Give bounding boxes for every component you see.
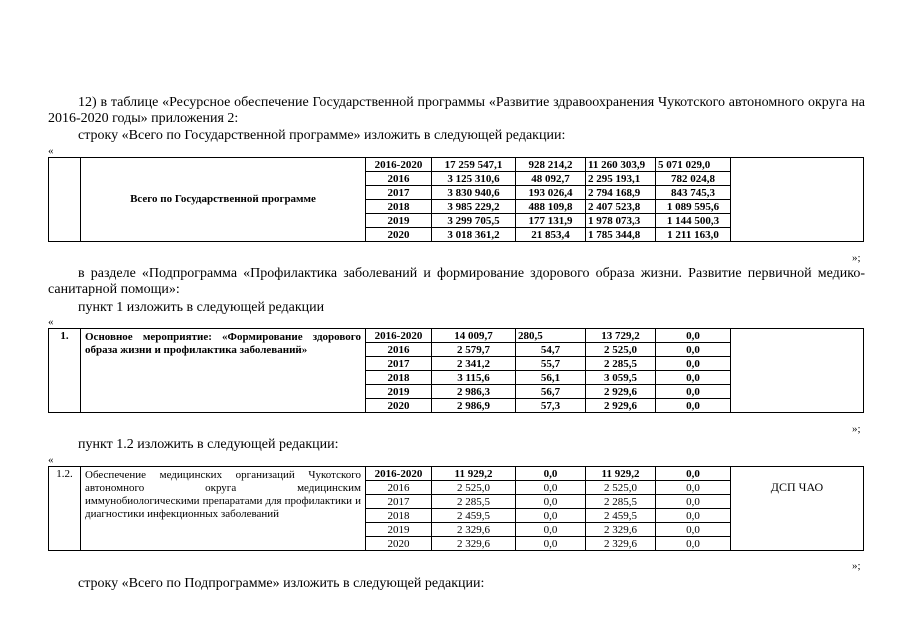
value-cell: 11 929,2 bbox=[586, 467, 656, 481]
total-cell: 2 986,9 bbox=[432, 399, 516, 413]
value-cell: 782 024,8 bbox=[656, 172, 731, 186]
value-cell: 0,0 bbox=[656, 495, 731, 509]
total-cell: 2 285,5 bbox=[432, 495, 516, 509]
value-cell: 5 071 029,0 bbox=[656, 158, 731, 172]
year-cell: 2019 bbox=[366, 385, 432, 399]
opening-quote: « bbox=[48, 454, 54, 466]
paragraph-table-intro bbox=[48, 95, 865, 127]
year-cell: 2020 bbox=[366, 228, 432, 242]
paragraph-line: медико-санитарной помощи»: bbox=[48, 266, 865, 297]
value-cell: 2 329,6 bbox=[586, 537, 656, 551]
value-cell: 0,0 bbox=[656, 523, 731, 537]
value-cell: 0,0 bbox=[656, 343, 731, 357]
total-cell: 14 009,7 bbox=[432, 329, 516, 343]
total-cell: 3 125 310,6 bbox=[432, 172, 516, 186]
total-cell: 2 525,0 bbox=[432, 481, 516, 495]
value-cell: 2 295 193,1 bbox=[586, 172, 656, 186]
total-cell: 17 259 547,1 bbox=[432, 158, 516, 172]
year-cell: 2019 bbox=[366, 523, 432, 537]
closing-quote: »; bbox=[852, 252, 861, 264]
item-number: 1. bbox=[49, 329, 81, 413]
value-cell: 21 853,4 bbox=[516, 228, 586, 242]
value-cell: 280,5 bbox=[516, 329, 586, 343]
closing-quote: »; bbox=[852, 560, 861, 572]
value-cell: 13 729,2 bbox=[586, 329, 656, 343]
paragraph-line: в разделе «Подпрограмма «Профилактика заболеваний и формирование здорового образа жизни. Развитие первичной bbox=[78, 266, 812, 281]
value-cell: 2 407 523,8 bbox=[586, 200, 656, 214]
value-cell: 2 929,6 bbox=[586, 399, 656, 413]
year-cell: 2016-2020 bbox=[366, 158, 432, 172]
value-cell: 1 978 073,3 bbox=[586, 214, 656, 228]
value-cell: 0,0 bbox=[516, 537, 586, 551]
value-cell: 1 089 595,6 bbox=[656, 200, 731, 214]
paragraph-item-1-instruction: пункт 1 изложить в следующей редакции bbox=[78, 300, 325, 315]
table-state-program-total bbox=[48, 157, 864, 242]
closing-quote: »; bbox=[852, 423, 861, 435]
year-cell: 2018 bbox=[366, 200, 432, 214]
total-cell: 3 115,6 bbox=[432, 371, 516, 385]
value-cell: 55,7 bbox=[516, 357, 586, 371]
executor-note: ДСП ЧАО bbox=[731, 467, 864, 551]
total-cell: 3 299 705,5 bbox=[432, 214, 516, 228]
paragraph-subprogram-section bbox=[48, 266, 865, 298]
total-cell: 2 986,3 bbox=[432, 385, 516, 399]
year-cell: 2017 bbox=[366, 357, 432, 371]
value-cell: 1 785 344,8 bbox=[586, 228, 656, 242]
value-cell: 3 059,5 bbox=[586, 371, 656, 385]
value-cell: 0,0 bbox=[656, 467, 731, 481]
value-cell: 0,0 bbox=[516, 523, 586, 537]
value-cell: 0,0 bbox=[516, 509, 586, 523]
value-cell: 54,7 bbox=[516, 343, 586, 357]
value-cell: 2 794 168,9 bbox=[586, 186, 656, 200]
value-cell: 0,0 bbox=[516, 495, 586, 509]
value-cell: 2 329,6 bbox=[586, 523, 656, 537]
value-cell: 2 459,5 bbox=[586, 509, 656, 523]
year-cell: 2018 bbox=[366, 509, 432, 523]
value-cell: 56,1 bbox=[516, 371, 586, 385]
table-item-1 bbox=[48, 328, 864, 413]
table-row-label: Всего по Государственной программе bbox=[81, 158, 366, 242]
value-cell: 843 745,3 bbox=[656, 186, 731, 200]
value-cell: 0,0 bbox=[516, 467, 586, 481]
value-cell: 1 144 500,3 bbox=[656, 214, 731, 228]
value-cell: 0,0 bbox=[656, 357, 731, 371]
value-cell: 0,0 bbox=[656, 329, 731, 343]
value-cell: 0,0 bbox=[656, 371, 731, 385]
paragraph-subprogram-total-instruction: строку «Всего по Подпрограмме» изложить в следующей редакции: bbox=[78, 576, 485, 591]
table-cell-blank bbox=[731, 158, 864, 242]
table-row bbox=[49, 329, 864, 343]
value-cell: 1 211 163,0 bbox=[656, 228, 731, 242]
paragraph-row-instruction: строку «Всего по Государственной программе» изложить в следующей редакции: bbox=[78, 128, 566, 143]
value-cell: 2 525,0 bbox=[586, 343, 656, 357]
year-cell: 2016 bbox=[366, 481, 432, 495]
value-cell: 2 285,5 bbox=[586, 357, 656, 371]
table-row-label: Обеспечение медицинских организаций Чукотского автономного округа медицинским иммунобиологическими препаратами для профилактики и диагностики инфекционных заболеваний bbox=[81, 467, 366, 551]
year-cell: 2016-2020 bbox=[366, 467, 432, 481]
table-item-1-2 bbox=[48, 466, 864, 551]
total-cell: 3 018 361,2 bbox=[432, 228, 516, 242]
value-cell: 0,0 bbox=[656, 385, 731, 399]
value-cell: 2 929,6 bbox=[586, 385, 656, 399]
value-cell: 2 285,5 bbox=[586, 495, 656, 509]
total-cell: 2 459,5 bbox=[432, 509, 516, 523]
paragraph-item-1-2-instruction: пункт 1.2 изложить в следующей редакции: bbox=[78, 437, 339, 452]
total-cell: 2 579,7 bbox=[432, 343, 516, 357]
total-cell: 11 929,2 bbox=[432, 467, 516, 481]
year-cell: 2017 bbox=[366, 186, 432, 200]
value-cell: 0,0 bbox=[656, 537, 731, 551]
value-cell: 11 260 303,9 bbox=[586, 158, 656, 172]
table-cell-blank bbox=[731, 329, 864, 413]
total-cell: 3 830 940,6 bbox=[432, 186, 516, 200]
value-cell: 177 131,9 bbox=[516, 214, 586, 228]
value-cell: 928 214,2 bbox=[516, 158, 586, 172]
value-cell: 0,0 bbox=[656, 509, 731, 523]
year-cell: 2018 bbox=[366, 371, 432, 385]
value-cell: 57,3 bbox=[516, 399, 586, 413]
value-cell: 0,0 bbox=[656, 481, 731, 495]
opening-quote: « bbox=[48, 145, 54, 157]
year-cell: 2019 bbox=[366, 214, 432, 228]
year-cell: 2020 bbox=[366, 537, 432, 551]
value-cell: 488 109,8 bbox=[516, 200, 586, 214]
paragraph-line: округа на 2016-2020 годы» приложения 2: bbox=[48, 95, 866, 126]
year-cell: 2017 bbox=[366, 495, 432, 509]
value-cell: 2 525,0 bbox=[586, 481, 656, 495]
table-row-label: Основное мероприятие: «Формирование здорового образа жизни и профилактика заболеваний» bbox=[81, 329, 366, 413]
year-cell: 2016 bbox=[366, 172, 432, 186]
value-cell: 0,0 bbox=[516, 481, 586, 495]
year-cell: 2016 bbox=[366, 343, 432, 357]
value-cell: 0,0 bbox=[656, 399, 731, 413]
value-cell: 193 026,4 bbox=[516, 186, 586, 200]
opening-quote: « bbox=[48, 316, 54, 328]
total-cell: 3 985 229,2 bbox=[432, 200, 516, 214]
table-row bbox=[49, 158, 864, 172]
year-cell: 2016-2020 bbox=[366, 329, 432, 343]
value-cell: 56,7 bbox=[516, 385, 586, 399]
table-cell-blank bbox=[49, 158, 81, 242]
total-cell: 2 341,2 bbox=[432, 357, 516, 371]
year-cell: 2020 bbox=[366, 399, 432, 413]
total-cell: 2 329,6 bbox=[432, 523, 516, 537]
total-cell: 2 329,6 bbox=[432, 537, 516, 551]
value-cell: 48 092,7 bbox=[516, 172, 586, 186]
paragraph-line: 12) в таблице «Ресурсное обеспечение Государственной программы «Развитие здравоохранения Чукотского автономного bbox=[78, 95, 805, 110]
table-row bbox=[49, 467, 864, 481]
item-number: 1.2. bbox=[49, 467, 81, 551]
